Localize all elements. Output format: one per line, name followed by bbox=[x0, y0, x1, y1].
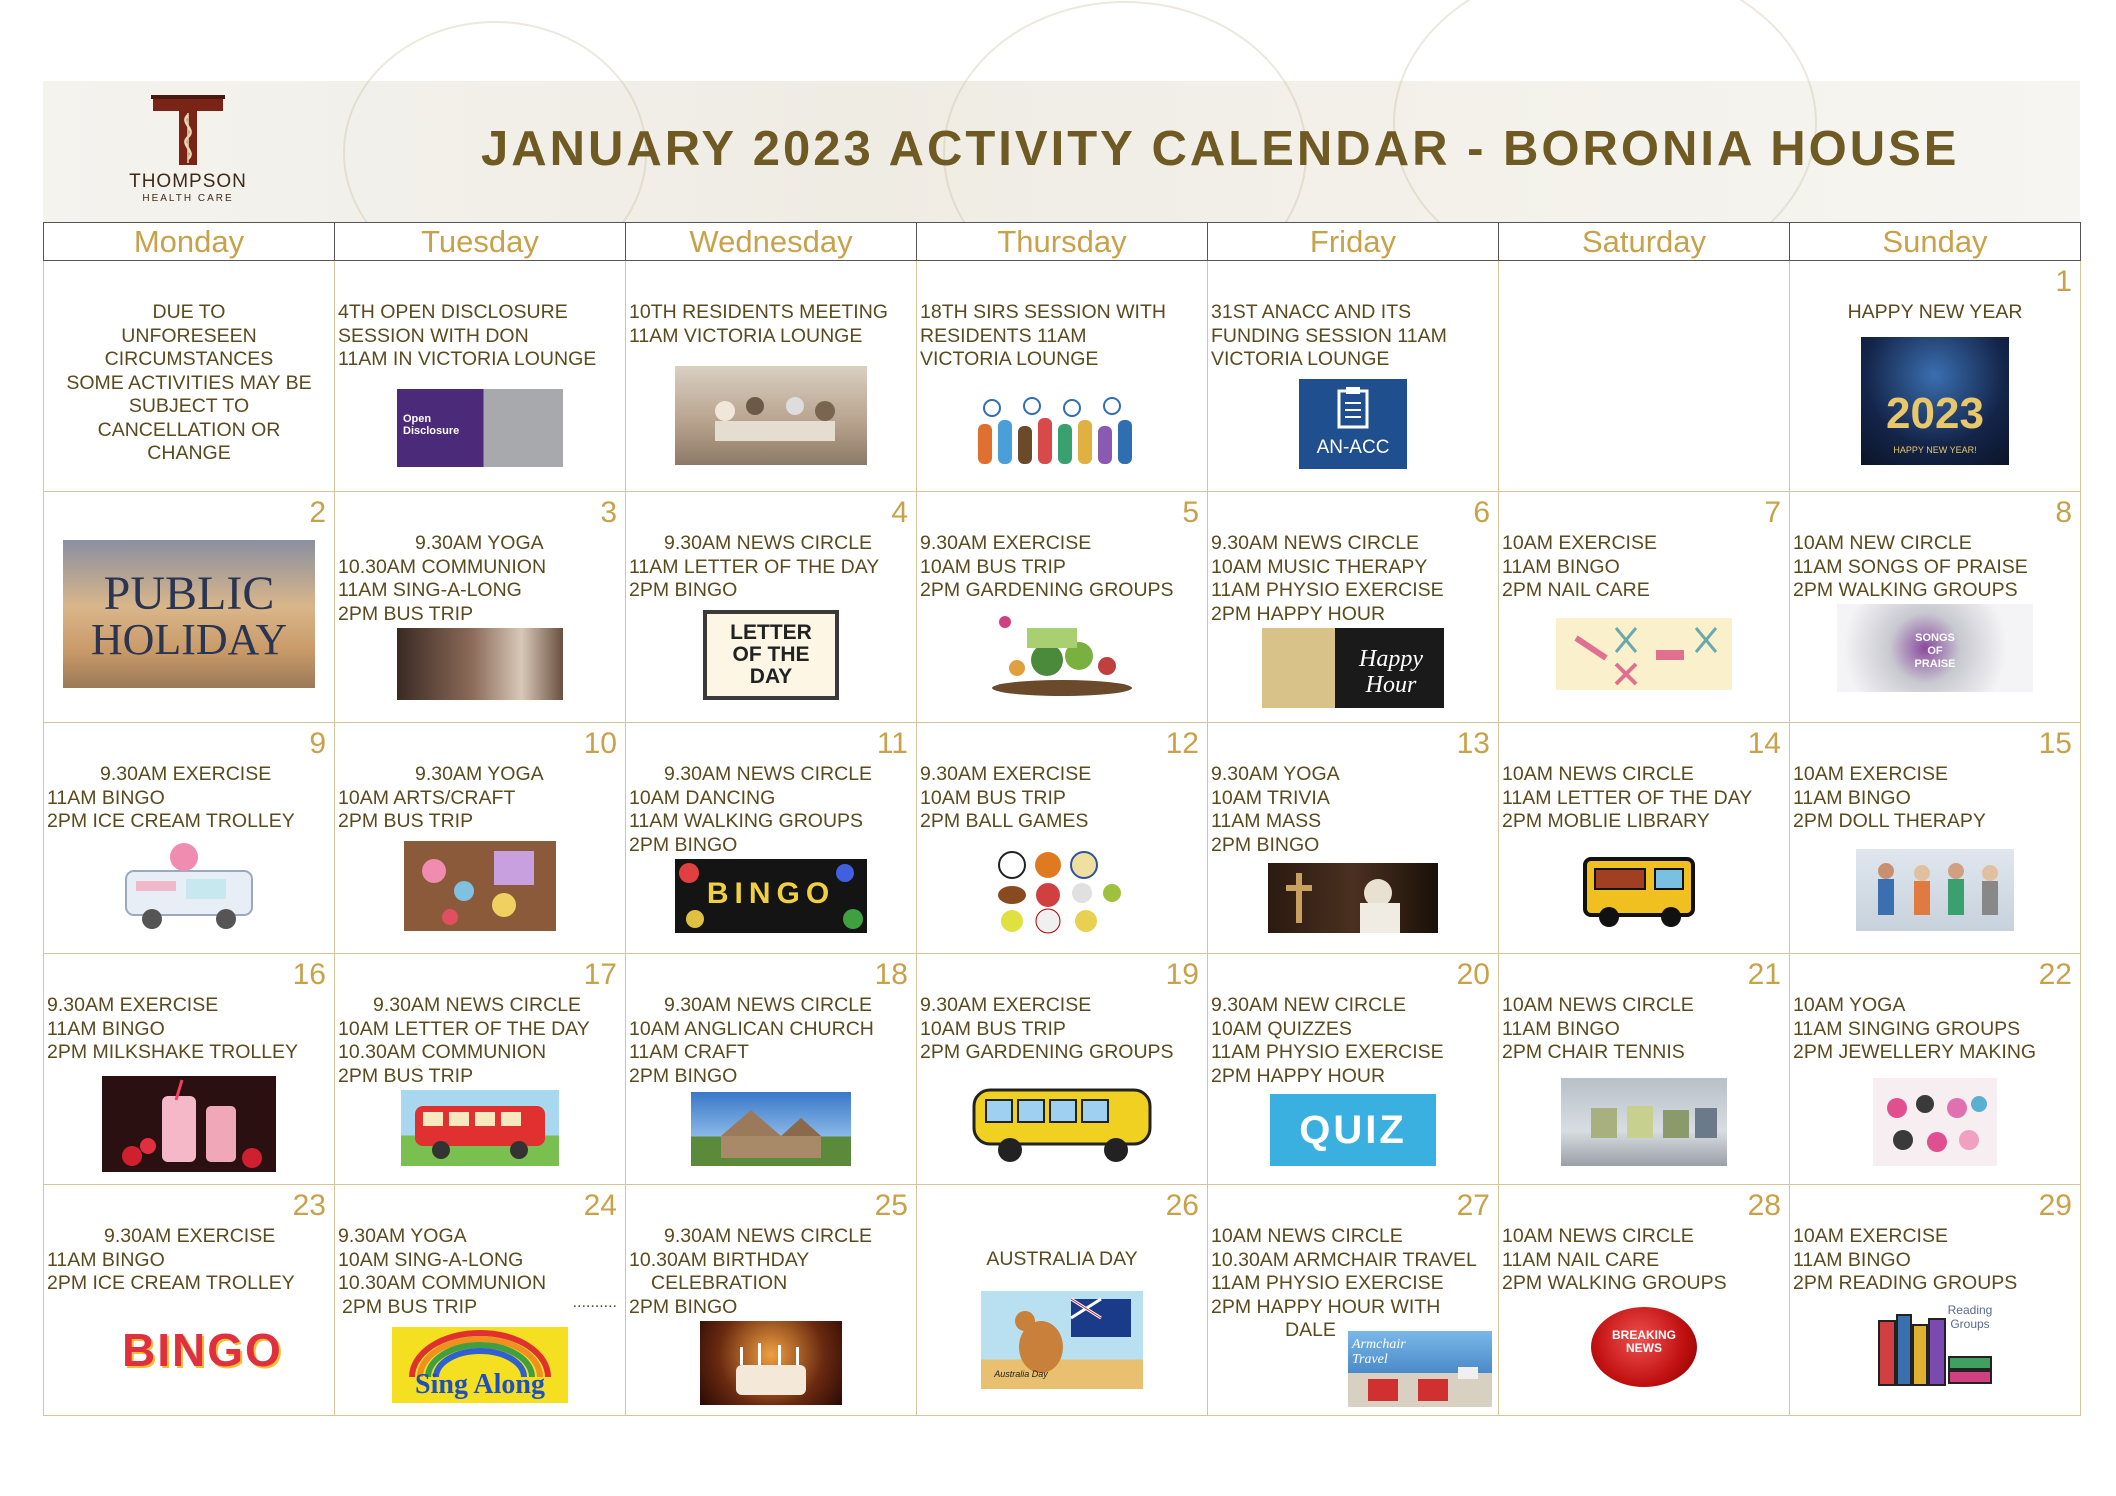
activity-line: 2PM BINGO bbox=[629, 1295, 738, 1318]
gardening-icon bbox=[987, 608, 1137, 700]
activity-line: 10.30AM COMMUNION bbox=[338, 1041, 547, 1063]
activity-list bbox=[1793, 532, 2077, 603]
activity-line: 11AM BINGO bbox=[47, 1248, 165, 1271]
day-cell bbox=[917, 492, 1208, 723]
activity-line: 2PM MOBLIE LIBRARY bbox=[1502, 810, 1710, 832]
day-number: 5 bbox=[1182, 496, 1199, 529]
an-acc-clipboard-icon bbox=[1299, 379, 1407, 469]
activity-line: 2PM HAPPY HOUR bbox=[1211, 1064, 1386, 1087]
letter-of-the-day-image bbox=[703, 610, 839, 700]
day-cell bbox=[626, 492, 917, 723]
bingo-balls-image bbox=[675, 859, 867, 933]
activity-line: 11AM CRAFT bbox=[629, 1041, 749, 1063]
activity-list bbox=[1211, 301, 1495, 372]
activity-line: 11AM PHYSIO EXERCISE bbox=[1211, 1041, 1444, 1063]
activity-line: 10AM BUS TRIP bbox=[920, 786, 1066, 809]
day-number: 21 bbox=[1747, 958, 1781, 991]
image-caption: Happy Hour bbox=[1359, 646, 1423, 698]
day-number: 14 bbox=[1747, 727, 1781, 760]
day-cell bbox=[1499, 954, 1790, 1185]
activity-line: 9.30AM YOGA bbox=[415, 532, 544, 554]
activity-line: 2PM BINGO bbox=[629, 579, 738, 601]
activity-list bbox=[1502, 532, 1786, 603]
happy-hour-image bbox=[1262, 628, 1444, 708]
activity-line: 10.30AM BIRTHDAY bbox=[629, 1248, 810, 1271]
activity-list bbox=[338, 301, 622, 372]
bus-trip-cartoon bbox=[401, 1090, 559, 1166]
day-number: 13 bbox=[1456, 727, 1490, 760]
activity-list bbox=[47, 301, 331, 466]
activity-list bbox=[1793, 763, 2077, 834]
day-cell bbox=[1499, 723, 1790, 954]
activity-line: 10AM EXERCISE bbox=[1793, 763, 1948, 785]
page-title: JANUARY 2023 ACTIVITY CALENDAR - BORONIA HOUSE bbox=[481, 122, 1960, 176]
activity-line: VICTORIA LOUNGE bbox=[1211, 348, 1390, 370]
day-cell bbox=[335, 261, 626, 492]
activity-line: 10AM NEWS CIRCLE bbox=[1502, 994, 1694, 1016]
activity-line: 11AM BINGO bbox=[47, 786, 165, 809]
image-caption: AN-ACC bbox=[1316, 437, 1390, 458]
activity-list bbox=[629, 763, 913, 857]
activity-line: 10AM ANGLICAN CHURCH bbox=[629, 1017, 874, 1040]
church-photo bbox=[691, 1092, 851, 1166]
new-year-fireworks-image bbox=[1861, 337, 2009, 465]
activity-line: 2PM HAPPY HOUR WITH bbox=[1211, 1295, 1441, 1318]
activity-line: 10.30AM ARMCHAIR TRAVEL bbox=[1211, 1248, 1477, 1271]
day-cell bbox=[917, 723, 1208, 954]
activity-line: 9.30AM EXERCISE bbox=[920, 532, 1092, 554]
day-cell bbox=[917, 1185, 1208, 1416]
activity-line: 10AM NEWS CIRCLE bbox=[1502, 763, 1694, 785]
notice-line: CHANGE bbox=[147, 442, 231, 464]
communion-photo bbox=[397, 628, 563, 700]
week-row bbox=[44, 723, 2081, 954]
weekday-saturday: Saturday bbox=[1499, 223, 1790, 261]
songs-of-praise-image bbox=[1837, 604, 2033, 692]
activity-line: 9.30AM NEW CIRCLE bbox=[1211, 994, 1407, 1016]
notice-line: SUBJECT TO bbox=[128, 395, 250, 417]
activity-line: 10AM NEWS CIRCLE bbox=[1502, 1225, 1694, 1247]
activity-list bbox=[1211, 1225, 1495, 1343]
milkshake-photo bbox=[102, 1076, 276, 1172]
calendar-sheet bbox=[43, 81, 2080, 1419]
activity-line: 2PM BUS TRIP bbox=[338, 1064, 474, 1087]
activity-line: 11AM NAIL CARE bbox=[1502, 1248, 1660, 1271]
activity-line: 2PM WALKING GROUPS bbox=[1502, 1272, 1727, 1294]
activity-line: 2PM WALKING GROUPS bbox=[1793, 579, 2018, 601]
day-number: 24 bbox=[583, 1189, 617, 1222]
activity-line: 2PM BINGO bbox=[1211, 833, 1320, 856]
weekday-tuesday: Tuesday bbox=[335, 223, 626, 261]
activity-line: 11AM SING-A-LONG bbox=[338, 579, 522, 601]
activity-line: SESSION WITH DON bbox=[338, 324, 529, 347]
day-cell bbox=[1208, 723, 1499, 954]
weekday-monday: Monday bbox=[44, 223, 335, 261]
activity-line: 4TH OPEN DISCLOSURE bbox=[338, 301, 568, 323]
activity-line: 9.30AM YOGA bbox=[415, 763, 544, 785]
day-number: 16 bbox=[292, 958, 326, 991]
image-caption: BINGO bbox=[122, 1324, 283, 1376]
activity-line: 10AM EXERCISE bbox=[1793, 1225, 1948, 1247]
activity-list bbox=[47, 994, 331, 1065]
image-caption: Armchair Travel bbox=[1352, 1337, 1406, 1367]
week-row bbox=[44, 1185, 2081, 1416]
day-cell bbox=[626, 261, 917, 492]
image-caption: HAPPY NEW YEAR! bbox=[1893, 445, 1977, 455]
activity-line: 11AM LETTER OF THE DAY bbox=[1502, 786, 1753, 809]
day-cell bbox=[917, 954, 1208, 1185]
day-cell bbox=[1208, 954, 1499, 1185]
open-disclosure-image bbox=[397, 389, 563, 467]
day-number: 12 bbox=[1165, 727, 1199, 760]
activity-line: 11AM BINGO bbox=[47, 1017, 165, 1040]
activity-line: 10AM ARTS/CRAFT bbox=[338, 786, 516, 809]
weekday-friday: Friday bbox=[1208, 223, 1499, 261]
raised-hands-icon bbox=[972, 396, 1152, 470]
nail-care-icon bbox=[1556, 618, 1732, 690]
day-cell bbox=[335, 723, 626, 954]
day-cell bbox=[44, 954, 335, 1185]
day-number: 11 bbox=[876, 727, 908, 760]
logo-t-mark-icon bbox=[149, 95, 227, 167]
activity-line: 10AM TRIVIA bbox=[1211, 786, 1330, 809]
activity-list bbox=[920, 994, 1204, 1065]
arts-craft-photo bbox=[404, 841, 556, 931]
activity-line: 10AM MUSIC THERAPY bbox=[1211, 555, 1428, 578]
activity-line: 10AM EXERCISE bbox=[1502, 532, 1657, 554]
day-number: 26 bbox=[1165, 1189, 1199, 1222]
day-cell bbox=[1790, 1185, 2081, 1416]
activity-line: 9.30AM EXERCISE bbox=[920, 763, 1092, 785]
activity-line: 2PM CHAIR TENNIS bbox=[1502, 1041, 1685, 1063]
activity-list bbox=[1211, 994, 1495, 1088]
day-number: 27 bbox=[1456, 1189, 1490, 1222]
activity-line: 2PM JEWELLERY MAKING bbox=[1793, 1041, 2037, 1063]
image-caption: BREAKING NEWS bbox=[1611, 1328, 1676, 1355]
birthday-cake-photo bbox=[700, 1321, 842, 1405]
activity-line: 11AM SINGING GROUPS bbox=[1793, 1017, 2021, 1040]
activity-line: 11AM IN VICTORIA LOUNGE bbox=[338, 348, 597, 370]
day-number: 17 bbox=[583, 958, 617, 991]
quiz-image bbox=[1270, 1094, 1436, 1166]
weekday-thursday: Thursday bbox=[917, 223, 1208, 261]
day-number: 2 bbox=[309, 496, 326, 529]
day-number: 18 bbox=[874, 958, 908, 991]
day-cell bbox=[626, 1185, 917, 1416]
image-caption: SONGS OF PRAISE bbox=[1914, 632, 1956, 670]
activity-line: 10.30AM COMMUNION bbox=[338, 555, 547, 578]
activity-line: 2PM ICE CREAM TROLLEY bbox=[47, 810, 295, 832]
activity-line: 10AM BUS TRIP bbox=[920, 1017, 1066, 1040]
image-caption: Sing Along bbox=[415, 1369, 545, 1400]
week-row bbox=[44, 261, 2081, 492]
activity-line: 9.30AM YOGA bbox=[338, 1225, 467, 1247]
activity-line: 2PM GARDENING GROUPS bbox=[920, 1041, 1174, 1063]
activity-line: 2PM BUS TRIP bbox=[338, 810, 474, 832]
weekday-wednesday: Wednesday bbox=[626, 223, 917, 261]
notice-line: UNFORESEEN bbox=[121, 324, 257, 347]
activity-line: 9.30AM NEWS CIRCLE bbox=[373, 994, 582, 1016]
dots: .......... bbox=[572, 1294, 617, 1311]
header-banner bbox=[43, 81, 2080, 222]
activity-line: 2PM HAPPY HOUR bbox=[1211, 602, 1386, 625]
logo-name: THOMPSON bbox=[129, 171, 247, 192]
activity-list bbox=[1211, 532, 1495, 626]
activity-line: 11AM BINGO bbox=[1793, 786, 1911, 809]
activity-line: 2PM BINGO bbox=[629, 833, 738, 856]
day-number: 25 bbox=[874, 1189, 908, 1222]
activity-line: 11AM BINGO bbox=[1502, 1017, 1620, 1040]
day-number: 3 bbox=[600, 496, 617, 529]
day-cell bbox=[1499, 492, 1790, 723]
yellow-bus-cartoon bbox=[966, 1080, 1158, 1168]
activity-list bbox=[338, 763, 622, 834]
day-cell bbox=[335, 492, 626, 723]
activity-list bbox=[338, 532, 622, 626]
activity-list bbox=[1793, 301, 2077, 325]
activity-list bbox=[629, 301, 913, 348]
activity-list bbox=[920, 763, 1204, 834]
activity-line: 2PM GARDENING GROUPS bbox=[920, 579, 1174, 601]
doll-therapy-photo bbox=[1856, 849, 2014, 931]
activity-line: DALE bbox=[1285, 1319, 1336, 1341]
activity-list bbox=[1502, 994, 1786, 1065]
activity-line: 9.30AM EXERCISE bbox=[47, 994, 219, 1016]
activity-line: CELEBRATION bbox=[651, 1272, 788, 1294]
image-caption: Open Disclosure bbox=[403, 413, 460, 437]
notice-line: CANCELLATION OR bbox=[97, 418, 281, 441]
sing-along-image bbox=[392, 1327, 568, 1403]
week-row bbox=[44, 954, 2081, 1185]
activity-list bbox=[629, 994, 913, 1088]
activity-list bbox=[47, 763, 331, 834]
image-caption: 2023 bbox=[1886, 389, 1984, 438]
day-number: 8 bbox=[2055, 496, 2072, 529]
activity-line: 2PM BINGO bbox=[629, 1064, 738, 1087]
activity-line: 10AM NEWS CIRCLE bbox=[1211, 1225, 1403, 1247]
day-cell bbox=[626, 723, 917, 954]
calendar-grid bbox=[43, 222, 2080, 1419]
activity-list bbox=[629, 1225, 913, 1319]
activity-line: 10AM QUIZZES bbox=[1211, 1017, 1352, 1040]
activity-line: 2PM MILKSHAKE TROLLEY bbox=[47, 1041, 299, 1063]
activity-list bbox=[1502, 763, 1786, 834]
activity-list bbox=[920, 532, 1204, 603]
image-caption: Reading Groups bbox=[1947, 1303, 1993, 1331]
activity-line: 11AM BINGO bbox=[1502, 555, 1620, 578]
activity-line: 11AM MASS bbox=[1211, 810, 1322, 832]
reading-groups-books-icon bbox=[1873, 1301, 1997, 1389]
day-cell bbox=[1790, 723, 2081, 954]
day-number: 9 bbox=[309, 727, 326, 760]
activity-list bbox=[1502, 1225, 1786, 1296]
day-number: 15 bbox=[2038, 727, 2072, 760]
activity-line: 9.30AM NEWS CIRCLE bbox=[664, 532, 873, 554]
weekday-header-row bbox=[44, 223, 2081, 261]
mass-photo bbox=[1268, 863, 1438, 933]
notice-line: DUE TO bbox=[152, 301, 226, 323]
activity-line: 31ST ANACC AND ITS bbox=[1211, 301, 1412, 323]
activity-line: 9.30AM YOGA bbox=[1211, 763, 1340, 785]
day-cell bbox=[1208, 492, 1499, 723]
activity-list bbox=[920, 1248, 1204, 1272]
day-number: 19 bbox=[1165, 958, 1199, 991]
activity-list bbox=[1211, 763, 1495, 857]
day-cell bbox=[1790, 492, 2081, 723]
image-caption: LETTER OF THE DAY bbox=[730, 621, 812, 688]
activity-line: 11AM SONGS OF PRAISE bbox=[1793, 555, 2028, 578]
activity-line: 18TH SIRS SESSION WITH bbox=[920, 301, 1166, 323]
ball-games-icon bbox=[992, 849, 1132, 935]
activity-line: 9.30AM EXERCISE bbox=[920, 994, 1092, 1016]
activity-line: RESIDENTS 11AM bbox=[920, 324, 1087, 347]
day-cell bbox=[44, 261, 335, 492]
day-cell bbox=[335, 954, 626, 1185]
day-number: 29 bbox=[2038, 1189, 2072, 1222]
day-number: 28 bbox=[1747, 1189, 1781, 1222]
day-cell bbox=[1499, 261, 1790, 492]
day-number: 23 bbox=[292, 1189, 326, 1222]
mobile-library-van-icon bbox=[1579, 849, 1709, 933]
activity-line: 2PM BUS TRIP bbox=[338, 602, 474, 625]
day-cell bbox=[1790, 261, 2081, 492]
day-cell bbox=[1208, 1185, 1499, 1416]
public-holiday-image bbox=[63, 540, 315, 688]
day-number: 20 bbox=[1456, 958, 1490, 991]
day-number: 1 bbox=[2055, 265, 2072, 298]
day-cell bbox=[1499, 1185, 1790, 1416]
activity-line: 9.30AM NEWS CIRCLE bbox=[664, 763, 873, 785]
activity-line: 10AM SING-A-LONG bbox=[338, 1248, 524, 1271]
activity-line: 10AM NEW CIRCLE bbox=[1793, 532, 1972, 554]
activity-line: VICTORIA LOUNGE bbox=[920, 348, 1099, 370]
breaking-news-button-icon bbox=[1591, 1307, 1697, 1387]
jewellery-photo bbox=[1873, 1078, 1997, 1166]
activity-line: HAPPY NEW YEAR bbox=[1847, 301, 2023, 323]
weekday-sunday: Sunday bbox=[1790, 223, 2081, 261]
activity-line: 9.30AM EXERCISE bbox=[104, 1225, 276, 1247]
day-cell bbox=[917, 261, 1208, 492]
image-caption: QUIZ bbox=[1299, 1108, 1407, 1152]
day-cell bbox=[44, 1185, 335, 1416]
day-number: 10 bbox=[583, 727, 617, 760]
activity-line: 2PM READING GROUPS bbox=[1793, 1272, 2018, 1294]
activity-line: 2PM ICE CREAM TROLLEY bbox=[47, 1272, 295, 1294]
activity-line: 9.30AM EXERCISE bbox=[100, 763, 272, 785]
activity-line: FUNDING SESSION 11AM bbox=[1211, 324, 1447, 347]
activity-list bbox=[47, 1225, 331, 1296]
activity-list bbox=[1793, 1225, 2077, 1296]
image-caption: BINGO bbox=[706, 877, 836, 910]
logo bbox=[113, 95, 263, 215]
activity-list bbox=[338, 994, 622, 1088]
activity-line: 10AM DANCING bbox=[629, 786, 776, 809]
activity-line: 2PM BUS TRIP bbox=[342, 1295, 478, 1318]
day-number: 22 bbox=[2038, 958, 2072, 991]
notice-line: CIRCUMSTANCES bbox=[104, 348, 274, 370]
bingo-logo-image bbox=[122, 1311, 283, 1395]
activity-list bbox=[1793, 994, 2077, 1065]
activity-line: 2PM BALL GAMES bbox=[920, 810, 1089, 832]
week-row bbox=[44, 492, 2081, 723]
day-cell bbox=[335, 1185, 626, 1416]
day-cell bbox=[44, 492, 335, 723]
activity-line: 9.30AM NEWS CIRCLE bbox=[664, 1225, 873, 1247]
activity-line: 9.30AM NEWS CIRCLE bbox=[1211, 532, 1420, 554]
day-cell bbox=[1208, 261, 1499, 492]
activity-line: 10.30AM COMMUNION bbox=[338, 1272, 547, 1294]
ice-cream-truck-icon bbox=[116, 841, 262, 933]
activity-line: 10AM YOGA bbox=[1793, 994, 1906, 1016]
activity-line: 10TH RESIDENTS MEETING bbox=[629, 301, 888, 323]
activity-line: 11AM PHYSIO EXERCISE bbox=[1211, 1272, 1444, 1294]
day-cell bbox=[44, 723, 335, 954]
day-number: 6 bbox=[1473, 496, 1490, 529]
activity-line: AUSTRALIA DAY bbox=[986, 1248, 1138, 1270]
notice-line: SOME ACTIVITIES MAY BE bbox=[66, 371, 312, 394]
activity-list bbox=[629, 532, 913, 603]
activity-line: 10AM LETTER OF THE DAY bbox=[338, 1017, 590, 1040]
image-caption: PUBLIC bbox=[103, 567, 275, 620]
day-number: 7 bbox=[1764, 496, 1781, 529]
residents-meeting-photo bbox=[675, 366, 867, 465]
australia-day-image bbox=[981, 1291, 1143, 1389]
day-number: 4 bbox=[891, 496, 908, 529]
day-cell bbox=[1790, 954, 2081, 1185]
activity-line: 9.30AM NEWS CIRCLE bbox=[664, 994, 873, 1016]
activity-line: 11AM VICTORIA LOUNGE bbox=[629, 324, 863, 347]
activity-line: 10AM BUS TRIP bbox=[920, 555, 1066, 578]
activity-list bbox=[920, 301, 1204, 372]
activity-line: 2PM NAIL CARE bbox=[1502, 579, 1650, 601]
activity-line: 2PM DOLL THERAPY bbox=[1793, 810, 1986, 832]
logo-subtitle: HEALTH CARE bbox=[142, 193, 234, 204]
activity-line: 11AM BINGO bbox=[1793, 1248, 1911, 1271]
chairs-photo bbox=[1561, 1078, 1727, 1166]
armchair-travel-photo bbox=[1348, 1331, 1492, 1407]
activity-line: 11AM PHYSIO EXERCISE bbox=[1211, 579, 1444, 601]
image-caption: Australia Day bbox=[994, 1369, 1048, 1379]
image-caption: HOLIDAY bbox=[90, 615, 288, 664]
activity-line: 11AM WALKING GROUPS bbox=[629, 810, 864, 832]
activity-line: 11AM LETTER OF THE DAY bbox=[629, 555, 880, 578]
day-cell bbox=[626, 954, 917, 1185]
